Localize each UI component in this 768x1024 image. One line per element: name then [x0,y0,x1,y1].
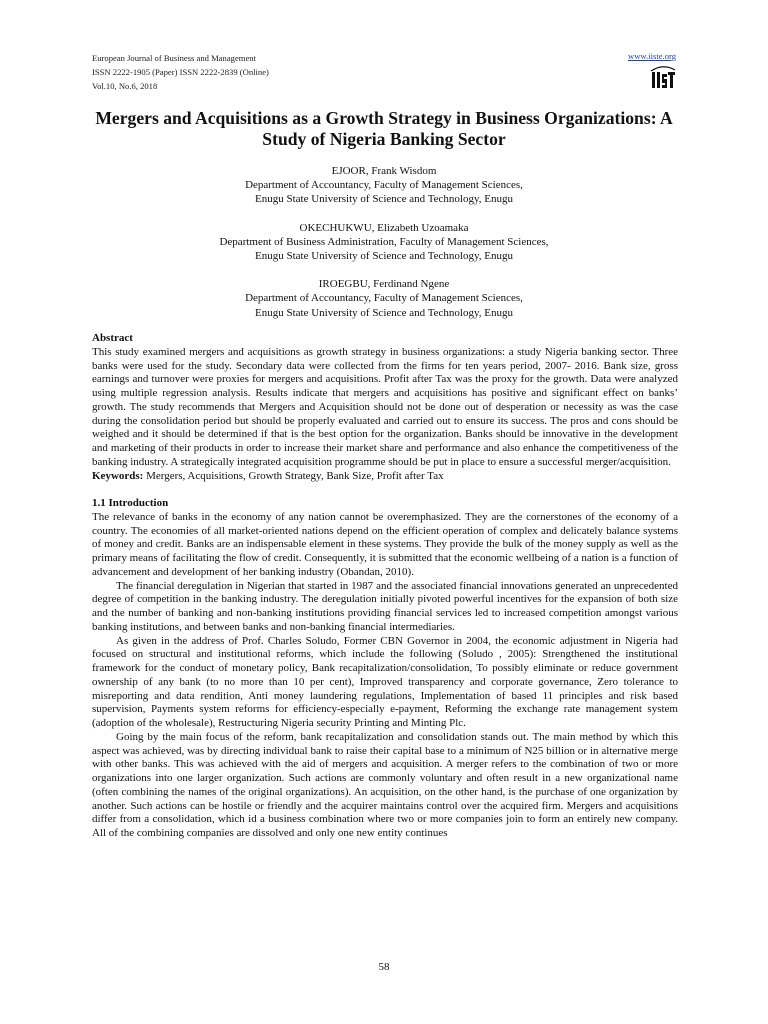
paper-body [92,332,678,841]
author-department: Department of Accountancy, Faculty of Management Sciences, [245,179,523,192]
page-number: 58 [378,961,390,973]
abstract-text: This study examined mergers and acquisitions as growth strategy in business organizations: a study Nigeria banking sector. Three banks were used for the study. Secondary data were collected from the firms for ten years period, 2007- 2016. Bank size, gross earnings and turnover were proxies for mergers and acquisitions. Profit after Tax was the proxy for the growth. Data were analyzed using multiple regression analysis. Results indicate that mergers and acquisitions has positive and significant effect on banks’ growth. The study recommends that Mergers and Acquisition should not be done out of desperation or necessity as was the case during the consolidation period but should be properly evaluated and carried out to ensure its success. The pros and cons should be weighed and it should be determined if that is the best option for the organization. Banks should be innovative in the development and marketing of their products in order to increase their market share and performance and also enhance the competitiveness of the banking industry. A strategically integrated acquisition programme should be put in place to ensure a successful merger/acquisition. [92,345,678,468]
iiste-logo-icon [650,64,676,90]
journal-url-link[interactable]: www.iiste.org [628,51,676,61]
journal-name: European Journal of Business and Management [92,53,256,63]
author-name: OKECHUKWU, Elizabeth Uzoamaka [299,221,469,234]
keywords-list: Mergers, Acquisitions, Growth Strategy, Bank Size, Profit after Tax [146,469,444,482]
journal-header [92,51,269,93]
journal-issn: ISSN 2222-1905 (Paper) ISSN 2222-2839 (Online) [92,67,269,77]
introduction-heading: 1.1 Introduction [92,497,169,509]
author-entry [92,164,676,207]
author-university: Enugu State University of Science and Technology, Enugu [255,306,513,319]
author-department: Department of Business Administration, Faculty of Management Sciences, [219,235,549,248]
intro-paragraph: As given in the address of Prof. Charles Soludo, Former CBN Governor in 2004, the economic adjustment in Nigeria had focused on structural and institutional reforms, which include the following (Soludo , 2005): Strengthened the institutional framework for the conduct of monetary policy, Bank recapitalization/consolidation, To possibly eliminate or reduce government ownership of any bank (to no more than 10 per cent), Improved transparency and corporate governance, Zero tolerance to misreporting and data rendition, Anti money laundering regulations, Implementation of based 11 principles and risk based supervision, Payments system reforms for efficiency-especially e-payment, Reforming the exchange rate management system (adoption of the wholesale), Restructuring Nigeria security Printing and Minting Plc. [92,634,678,729]
intro-paragraph: Going by the main focus of the reform, bank recapitalization and consolidation stands out. The main method by which this aspect was achieved, was by directing individual bank to raise their capital base to a minimum of N25 billion or in alternative merge with other banks. This was achieved with the aid of mergers and acquisition. A merger refers to the combination of two or more organizations into one larger organization. Such actions are commonly voluntary and often result in a new organizational name (often combining the names of the original organizations). An acquisition, on the other hand, is the purchase of one organization by another. Such actions can be hostile or friendly and the acquirer maintains control over the acquired firm. Mergers and acquisitions differ from a consolidation, which id a business combination where two or more companies join to form an entirely new company. All of the combining companies are dissolved and only one new entity continues [92,730,678,839]
journal-volume: Vol.10, No.6, 2018 [92,81,158,91]
author-university: Enugu State University of Science and Technology, Enugu [255,193,513,206]
paper-title: Mergers and Acquisitions as a Growth Strategy in Business Organizations: A Study of Nigeria Banking Sector [95,108,673,149]
intro-paragraph: The financial deregulation in Nigerian that started in 1987 and the associated financial innovations generated an unprecedented degree of competition in the banking industry. The deregulation initially pivoted powerful incentives for the expansion of both size and the number of banking and non-banking institutions providing financial services led to increased competition amongst various banking institutions, and between banks and non-banking financial intermediaries. [92,579,678,633]
keywords-label: Keywords: [92,469,144,482]
author-block [92,164,676,334]
author-name: IROEGBU, Ferdinand Ngene [318,278,450,291]
author-entry [92,277,676,320]
keywords-line [92,470,678,484]
author-entry [92,221,676,264]
intro-paragraph: The relevance of banks in the economy of any nation cannot be overemphasized. They are the cornerstones of the economy of a country. The economies of all market-oriented nations depend on the efficient operation of complex and delicately balance systems of money and credit. Banks are an indispensable element in these systems. They provide the bulk of the money supply as well as the primary means of facilitating the flow of credit. Consequently, it is submitted that the economic wellbeing of a nation is a function of advancement and development of her banking industry (Obandan, 2010). [92,510,678,578]
author-department: Department of Accountancy, Faculty of Management Sciences, [245,292,523,305]
abstract-heading: Abstract [92,332,133,344]
author-name: EJOOR, Frank Wisdom [331,165,437,177]
author-university: Enugu State University of Science and Technology, Enugu [255,250,513,263]
